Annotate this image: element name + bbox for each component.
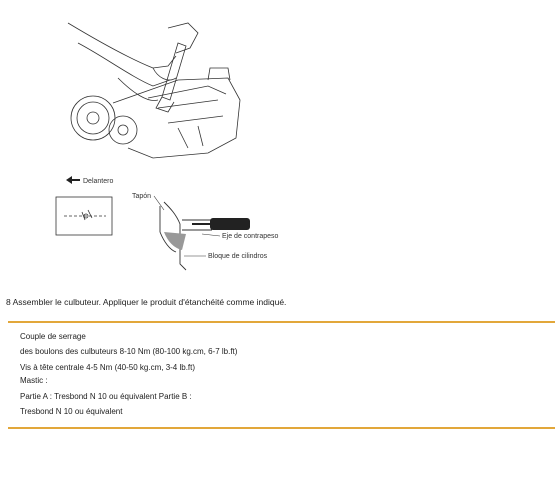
- label-front: Delantero: [83, 178, 114, 185]
- note-line: Vis à tête centrale 4-5 Nm (40-50 kg.cm, 3-4 lb.ft): [20, 363, 196, 372]
- label-block: Bloque de cilindros: [208, 253, 268, 260]
- note-bottom-rule: [8, 427, 555, 429]
- label-plug: Tapón: [132, 193, 152, 200]
- label-shaft: Eje de contrapeso: [222, 233, 279, 240]
- note-line: Mastic :: [20, 376, 48, 385]
- balance-shaft-plug-illustration: [52, 172, 292, 280]
- step-8-text: 8 Assembler le culbuteur. Appliquer le produit d'étanchéité comme indiqué.: [6, 297, 287, 307]
- note-line: Tresbond N 10 ou équivalent: [20, 407, 123, 416]
- note-top-rule: [8, 321, 555, 323]
- note-line: Partie A : Tresbond N 10 ou équivalent Partie B :: [20, 392, 192, 401]
- arrow-left-icon: [66, 176, 80, 184]
- note-line: Couple de serrage: [20, 332, 86, 341]
- note-line: des boulons des culbuteurs 8-10 Nm (80-100 kg.cm, 6-7 lb.ft): [20, 347, 238, 356]
- wrench-on-engine-illustration: [58, 8, 248, 166]
